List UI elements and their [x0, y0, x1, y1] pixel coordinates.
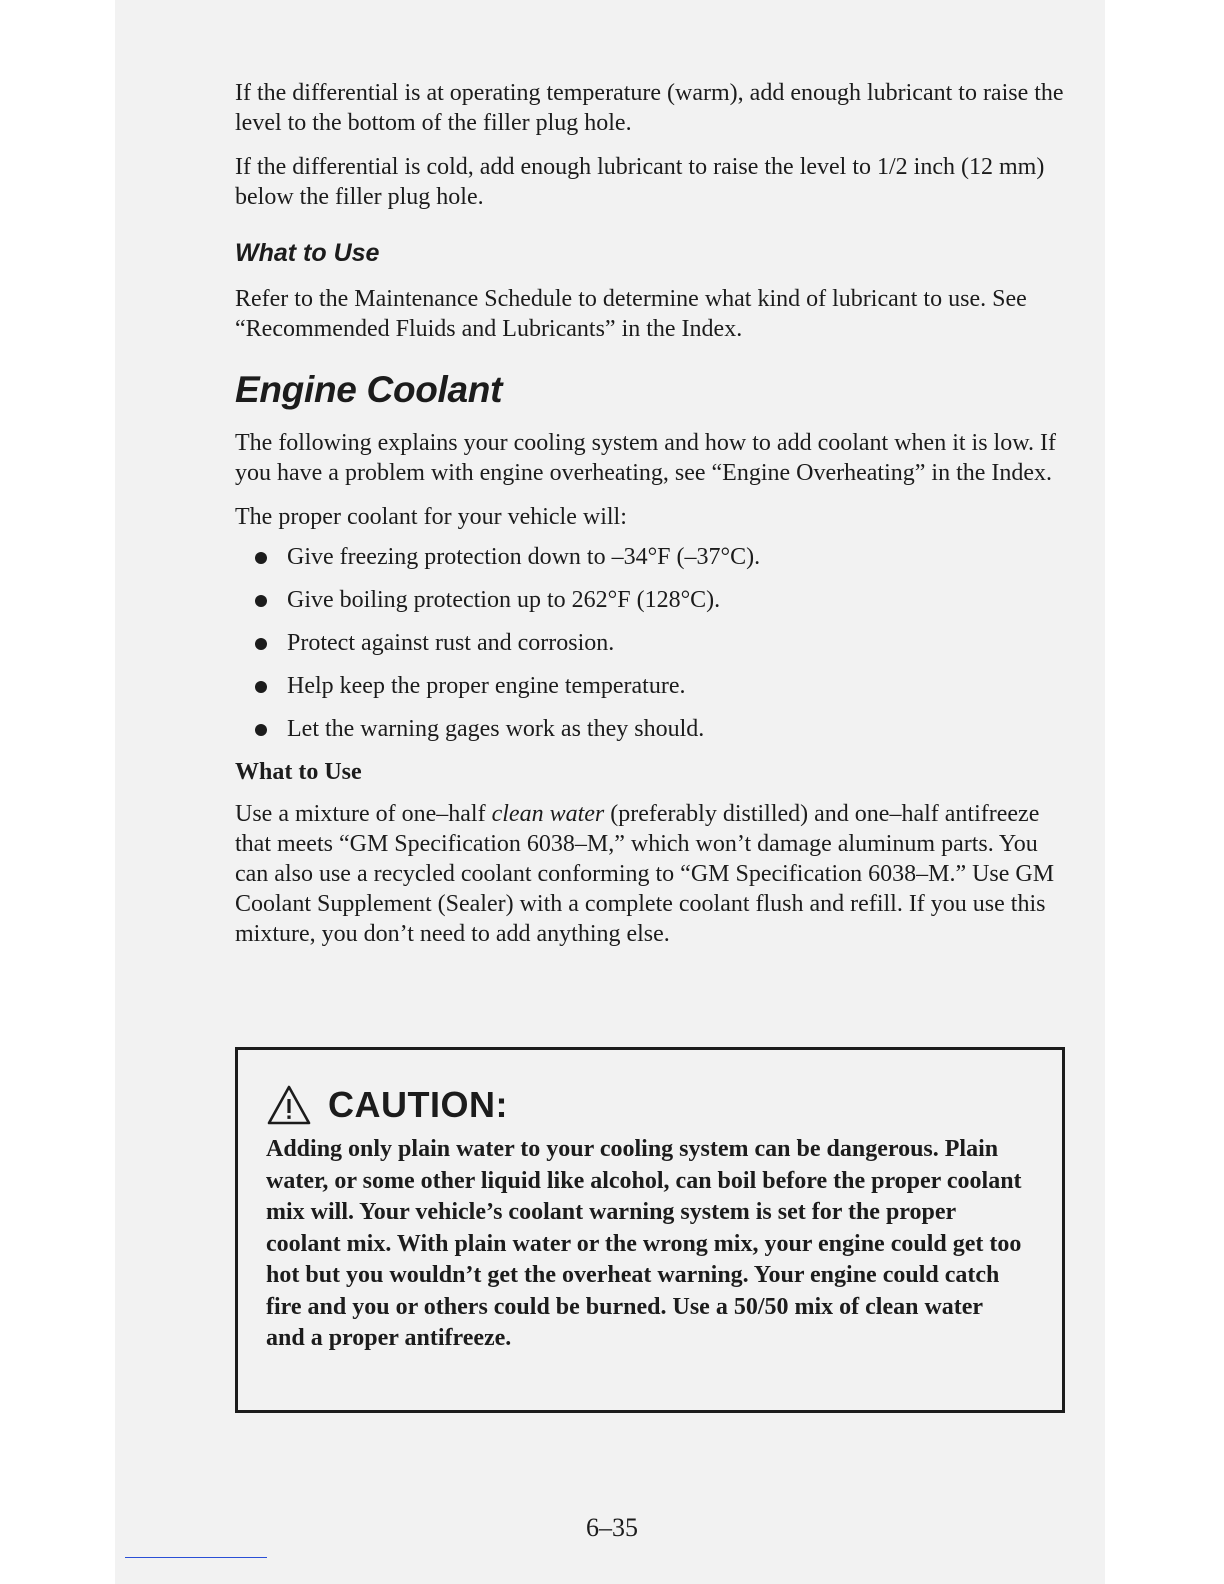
coolant-benefits-list	[235, 542, 1065, 744]
list-item-text: Protect against rust and corrosion.	[287, 630, 615, 656]
list-item-text: Give boiling protection up to 262°F (128°C).	[287, 587, 721, 613]
list-item	[235, 585, 1065, 615]
what-to-use-heading: What to Use	[235, 239, 380, 267]
list-item	[235, 628, 1065, 658]
clean-water-emphasis: clean water	[491, 801, 605, 827]
coolant-what-to-use-heading: What to Use	[235, 759, 362, 785]
warning-triangle-icon	[266, 1084, 312, 1126]
list-item	[235, 714, 1065, 744]
coolant-properties-lead: The proper coolant for your vehicle will:	[235, 504, 627, 530]
bullet-icon	[255, 595, 267, 607]
list-item	[235, 542, 1065, 572]
corner-rule	[125, 1557, 267, 1558]
intro-paragraph-cold: If the differential is cold, add enough lubricant to raise the level to 1/2 inch (12 mm) below the filler plug hole.	[235, 154, 1045, 210]
what-to-use-paragraph: Refer to the Maintenance Schedule to determine what kind of lubricant to use. See “Recommended Fluids and Lubricants” in the Index.	[235, 286, 1027, 342]
bullet-icon	[255, 724, 267, 736]
engine-coolant-heading: Engine Coolant	[235, 369, 503, 410]
caution-title: CAUTION:	[328, 1084, 508, 1125]
coolant-mixture-paragraph	[235, 799, 1065, 949]
bullet-icon	[255, 638, 267, 650]
intro-paragraph-warm: If the differential is at operating temperature (warm), add enough lubricant to raise the level to the bottom of the filler plug hole.	[235, 80, 1064, 136]
caution-box	[235, 1047, 1065, 1413]
caution-header	[266, 1084, 508, 1126]
list-item-text: Help keep the proper engine temperature.	[287, 673, 686, 699]
document-body	[235, 78, 1065, 963]
bullet-icon	[255, 681, 267, 693]
page-number: 6–35	[586, 1513, 638, 1542]
list-item-text: Let the warning gages work as they should.	[287, 716, 705, 742]
caution-text: Adding only plain water to your cooling system can be dangerous. Plain water, or some other liquid like alcohol, can boil before the proper coolant mix will. Your vehicle’s coolant warning system is set for the proper coolant mix. With plain water or the wrong mix, your engine could get too hot but you wouldn’t get the overheat warning. Your engine could catch fire and you or others could be burned. Use a 50/50 mix of clean water and a proper antifreeze.	[266, 1136, 1022, 1351]
mixture-text-end: (preferably distilled) and one–half antifreeze that meets “GM Specification 6038–M,” which won’t damage aluminum parts. You can also use a recycled coolant conforming to “GM Specification 6038–M.” Use GM Coolant Supplement (Sealer) with a complete coolant flush and refill. If you use this mixture, you don’t need to add anything else.	[235, 801, 1055, 947]
bullet-icon	[255, 552, 267, 564]
list-item-text: Give freezing protection down to –34°F (–37°C).	[287, 544, 761, 570]
coolant-intro-paragraph: The following explains your cooling system and how to add coolant when it is low. If you have a problem with engine overheating, see “Engine Overheating” in the Index.	[235, 430, 1056, 486]
list-item	[235, 671, 1065, 701]
mixture-text-start: Use a mixture of one–half	[235, 801, 492, 827]
